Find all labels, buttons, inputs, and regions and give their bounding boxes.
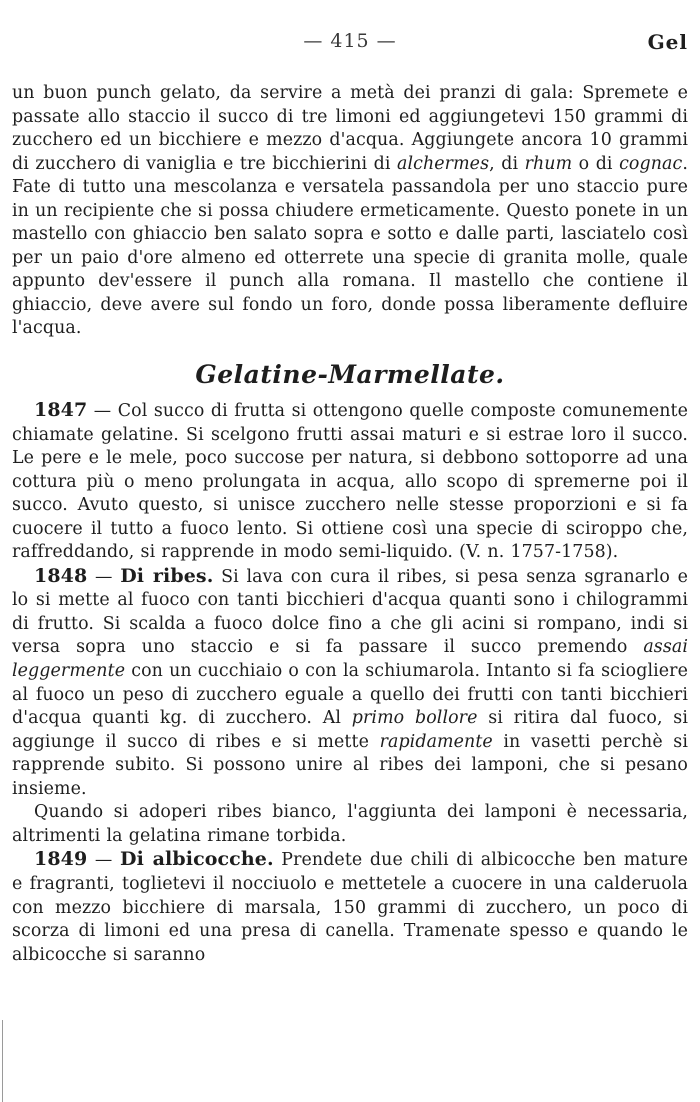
- recipe-number: 1848: [34, 564, 88, 587]
- running-head-word: Gel: [647, 30, 688, 54]
- text-run: o di: [572, 153, 620, 174]
- italic-term: alchermes: [397, 153, 490, 174]
- recipe-number: 1849: [34, 848, 88, 871]
- text-run: . Fate di tutto una mescolanza e versatela passandola per uno staccio pure in un recipiente che si possa chiudere ermeticamente. Questo ponete in un mastello con ghiaccio ben salato sopra e sotto e dalle parti, lasciatelo così per un paio d'ore almeno ed otterrete una specie di granita molle, quale appunto dev'essere il punch alla romana. Il mastello che contiene il ghiaccio, deve avere sul fondo un foro, donde possa liberamente defluire l'acqua.: [12, 153, 688, 339]
- running-head: [12, 30, 688, 58]
- recipe-title: Di ribes.: [120, 564, 214, 587]
- text-run: con un cucchiaio o con la schiumarola. Intanto si fa sciogliere al fuoco un peso di zucchero eguale a quello dei frutti con tanti bicchieri d'acqua quanti kg. di zucchero. Al: [12, 661, 688, 729]
- scan-margin-line: [2, 1020, 3, 1102]
- recipe-1848-note: Quando si adoperi ribes bianco, l'aggiunta dei lamponi è necessaria, altrimenti la gelatina rimane torbida.: [12, 802, 688, 846]
- recipe-number: 1847: [34, 399, 88, 422]
- section-title: Gelatine-Marmellate.: [195, 360, 505, 390]
- page-number: — 415 —: [303, 30, 397, 52]
- text-run: —: [87, 850, 121, 871]
- italic-term: rhum: [524, 153, 573, 174]
- page-body: [12, 82, 688, 967]
- recipe-1847: [12, 399, 688, 565]
- recipe-text: Prendete due chili di albicocche ben mature e fragranti, toglietevi il nocciuolo e mettetele a cuocere in una calderuola con mezzo bicchiere di marsala, 150 grammi di zucchero, un poco di scorza di limoni ed una presa di canella. Tramenate spesso e quando le albicocche si saranno: [12, 850, 688, 965]
- recipe-1849: [12, 848, 688, 967]
- text-run: —: [87, 566, 121, 587]
- italic-term: cognac: [619, 153, 683, 174]
- recipe-title: Di albicocche.: [120, 848, 274, 871]
- text-run: in vasetti perchè si rapprende subito. Si possono unire al ribes dei lamponi, che si pesano insieme.: [12, 731, 688, 799]
- text-run: si ritira dal fuoco, si aggiunge il succo di ribes e si mette: [12, 708, 688, 752]
- intro-paragraph: [12, 82, 688, 341]
- text-run: un buon punch gelato, da servire a metà dei pranzi di gala: Spremete e passate allo staccio il succo di tre limoni ed aggiungetevi 150 grammi di zucchero ed un bicchiere e mezzo d'acqua. Aggiungete ancora 10 grammi di zucchero di vaniglia e tre bicchierini di: [12, 83, 688, 174]
- text-run: , di: [489, 153, 525, 174]
- recipe-text: — Col succo di frutta si ottengono quelle composte comunemente chiamate gelatine. Si scelgono frutti assai maturi e si estrae loro il succo. Le pere e le mele, poco succose per natura, si debbono sottoporre ad una cottura più o meno prolungata in acqua, allo scopo di spremerne poi il succo. Avuto questo, si unisce zucchero nelle stesse proporzioni e si fa cuocere il tutto a fuoco lento. Si ottiene così una specie di sciroppo che, raffreddando, si rapprende in modo semi-liquido. (V. n. 1757-1758).: [12, 401, 688, 563]
- recipe-1848: [12, 565, 688, 801]
- italic-term: assai leggermente: [12, 637, 688, 682]
- italic-term: rapidamente: [379, 731, 493, 752]
- italic-term: primo bollore: [351, 708, 478, 729]
- text-run: Si lava con cura il ribes, si pesa senza sgranarlo e lo si mette al fuoco con tanti bicchieri d'acqua quanti sono i chilogrammi di frutto. Si scalda a fuoco dolce fino a che gli acini si rompano, indi si versa sopra uno staccio e si fa passare il succo premendo: [12, 566, 688, 658]
